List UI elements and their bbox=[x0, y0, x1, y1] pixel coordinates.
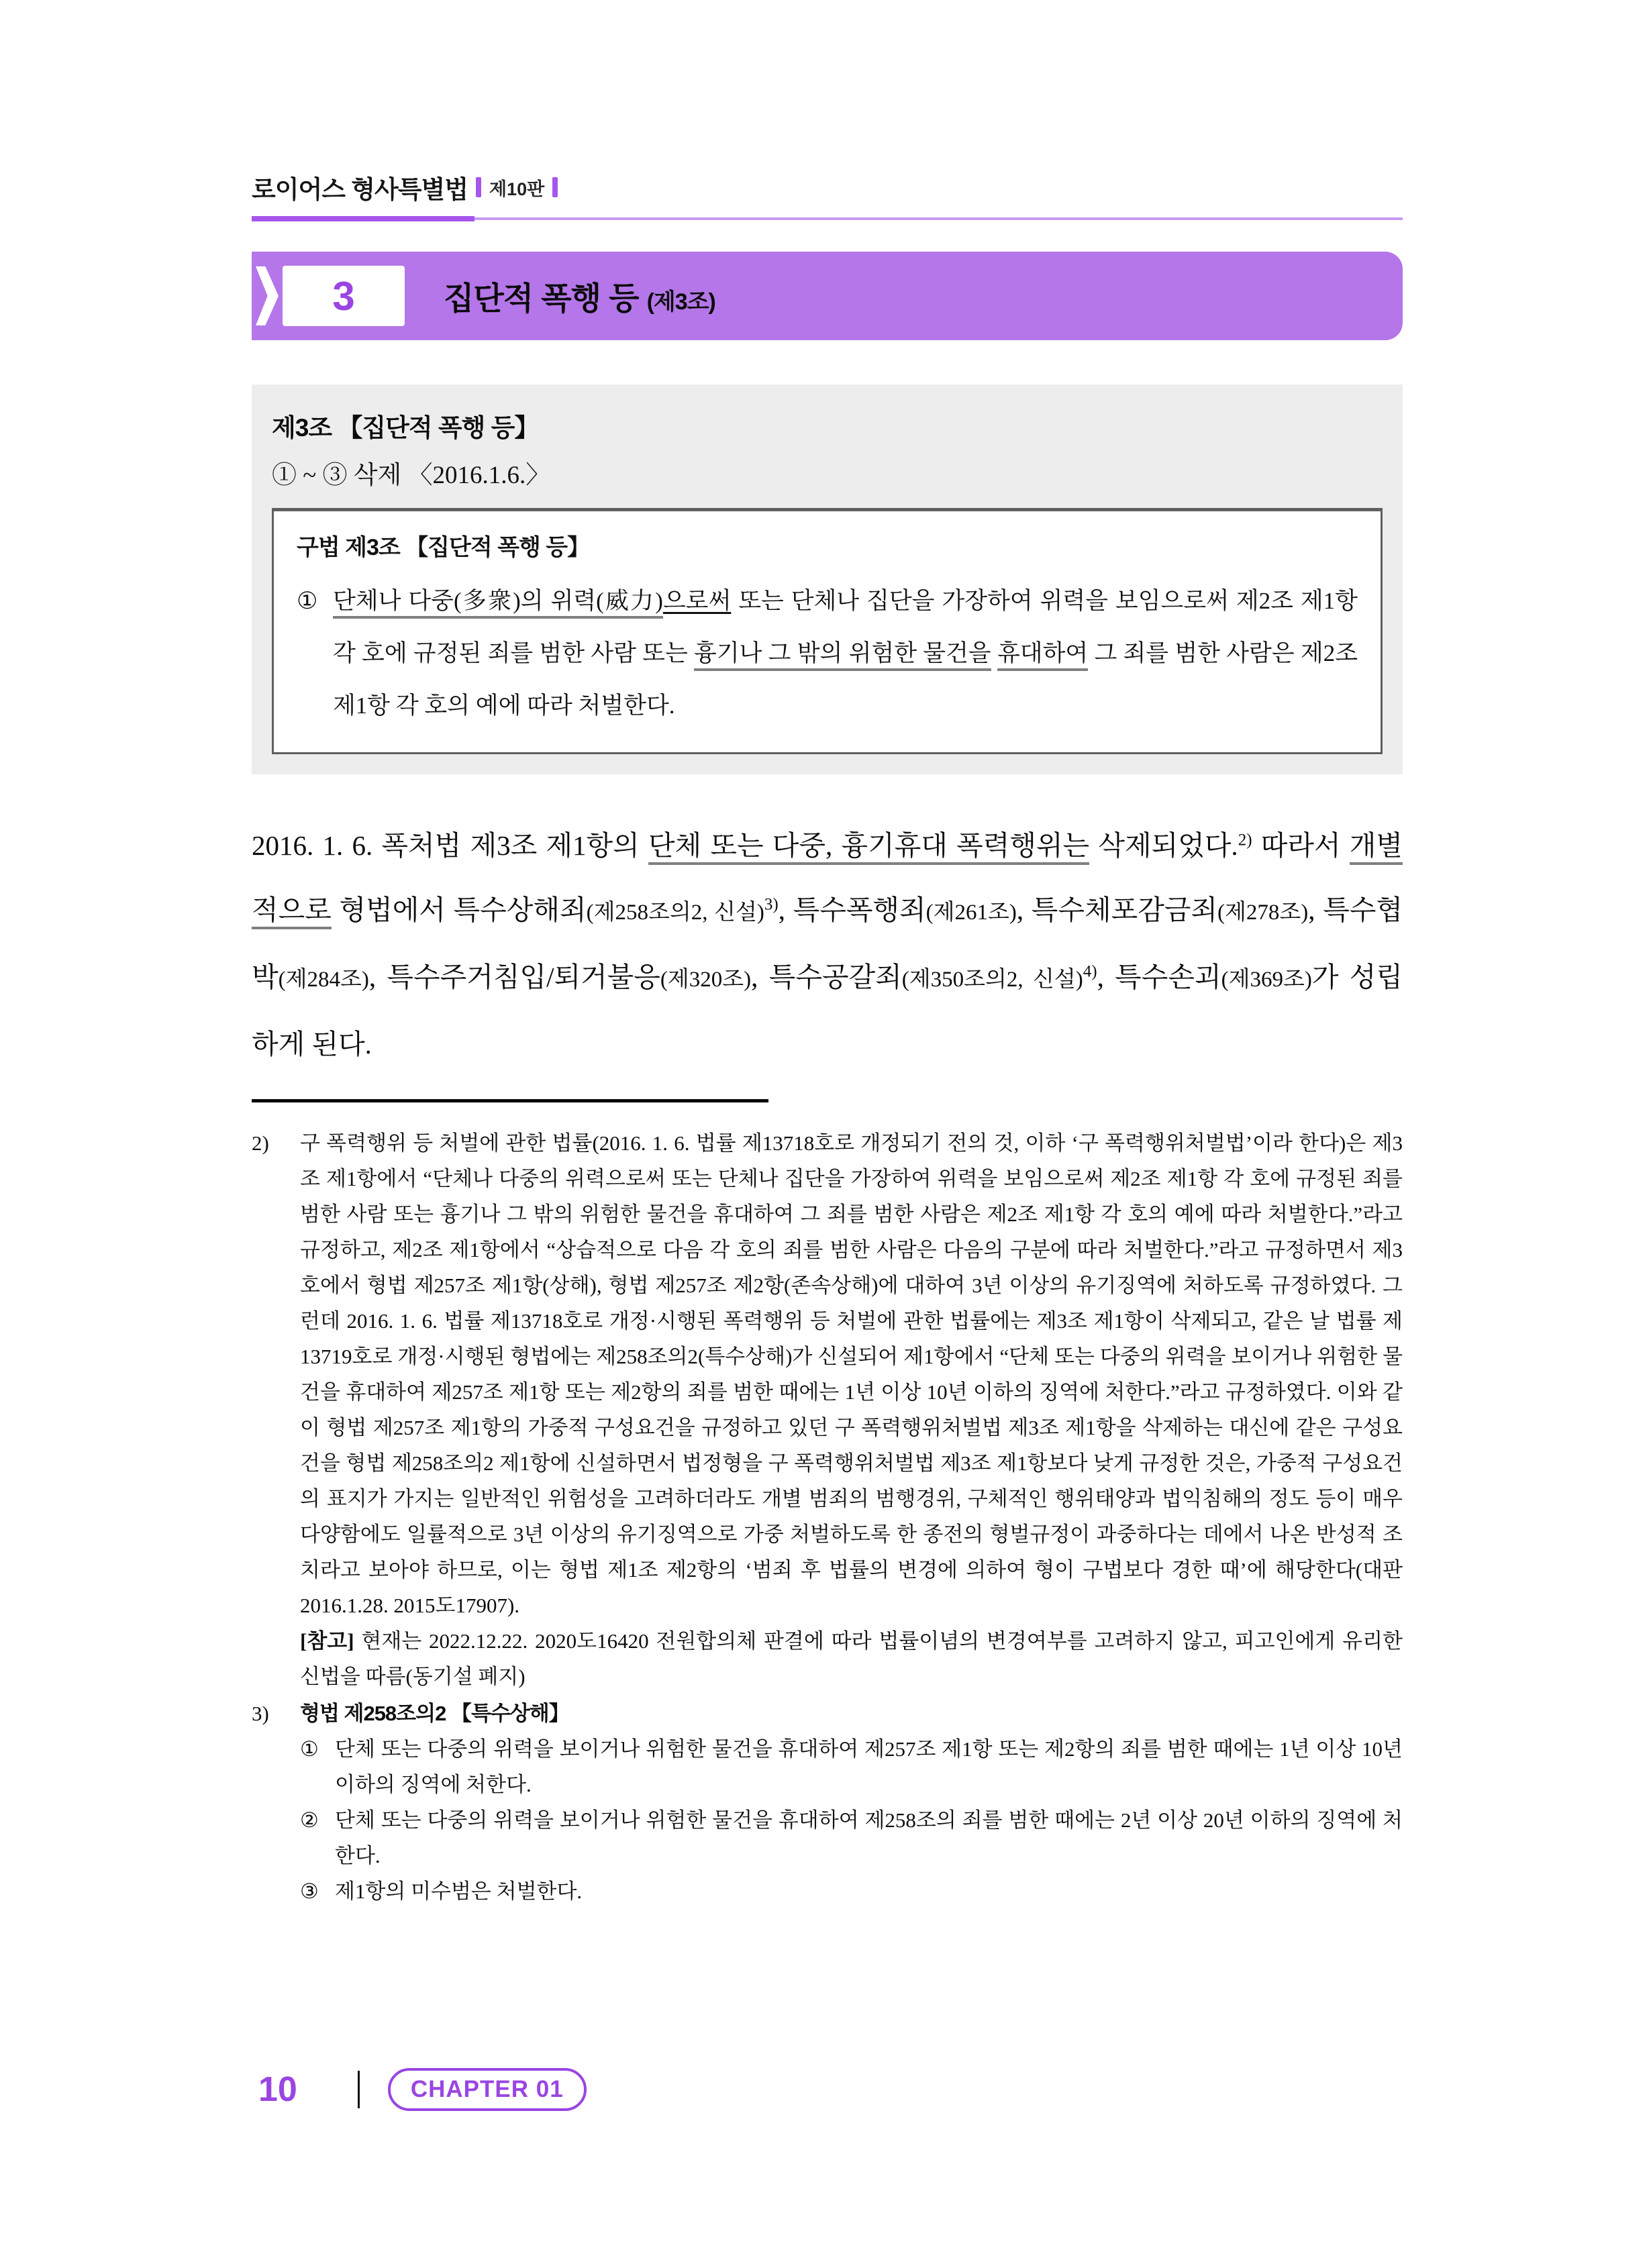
running-head bbox=[252, 169, 1403, 205]
page-number: 10 bbox=[258, 2070, 297, 2109]
section-number: 3 bbox=[332, 273, 355, 319]
footnote-text: 구 폭력행위 등 처벌에 관한 법률(2016. 1. 6. 법률 제13718호로 개정되기 전의 것, 이하 ‘구 폭력행위처벌법’이라 한다)은 제3조 제1항에서 “단체나 다중의 위력으로써 또는 단체나 집단을 가장하여 위력을 보임으로써 제2조 제1항 각 호에 규정된 죄를 범한 사람 또는 흉기나 그 밖의 위험한 물건을 휴대하여 그 죄를 범한 사람은 제2조 제1항 각 호의 예에 따라 처벌한다.”라고 규정하고, 제2조 제1항에서 “상습적으로 다음 각 호의 죄를 범한 사람은 다음의 구분에 따라 처벌한다.”라고 규정하면서 제3호에서 형법 제257조 제1항(상해), 형법 제257조 제2항(존속상해)에 대하여 3년 이상의 유기징역에 처하도록 규정하였다. 그런데 2016. 1. 6. 법률 제13718호로 개정·시행된 폭력행위 등 처벌에 관한 법률에는 제3조 제1항이 삭제되고, 같은 날 법률 제13719호로 개정·시행된 형법에는 제258조의2(특수상해)가 신설되어 제1항에서 “단체 또는 다중의 위력을 보이거나 위험한 물건을 휴대하여 제257조 제1항 또는 제2항의 죄를 범한 때에는 1년 이상 10년 이하의 징역에 처한다.”라고 규정하였다. 이와 같이 형법 제257조 제1항의 가중적 구성요건을 규정하고 있던 구 폭력행위처벌법 제3조 제1항을 삭제하는 대신에 같은 구성요건을 형법 제258조의2 제1항에 신설하면서 법정형을 구 폭력행위처벌법 제3조 제1항보다 낮게 규정한 것은, 가중적 구성요건의 표지가 가지는 일반적인 위험성을 고려하더라도 개별 범죄의 범행경위, 구체적인 행위태양과 법익침해의 정도 등이 매우 다양함에도 일률적으로 3년 이상의 유기징역으로 가중 처벌하도록 한 종전의 형벌규정이 과중하다는 데에서 나온 반성적 조치라고 보아야 하므로, 이는 형법 제1조 제2항의 ‘범죄 후 법률의 변경에 의하여 형이 구법보다 경한 때’에 해당한다(대판 2016.1.28. 2015도17907). bbox=[300, 1131, 1403, 1617]
section-title-text: 집단적 폭행 등 bbox=[444, 280, 639, 316]
section-number-box bbox=[283, 266, 405, 326]
article-ref: (제278조) bbox=[1217, 900, 1309, 925]
provision-marker: ① bbox=[297, 588, 318, 614]
body-text: 가 성립하게 된다. bbox=[252, 962, 1403, 1060]
article-ref: (제258조의2, 신설) bbox=[586, 900, 764, 925]
reference-note bbox=[300, 1623, 1403, 1694]
footnote-ref-4: 4) bbox=[1083, 962, 1097, 981]
article-ref: (제350조의2, 신설) bbox=[901, 968, 1083, 992]
body-paragraph bbox=[252, 813, 1403, 1076]
edition-label: 제10판 bbox=[489, 178, 545, 199]
provision-underlined-1: 단체나 다중(多衆)의 위력(威力) bbox=[333, 588, 663, 619]
body-underlined-2: 개별적으로 bbox=[252, 830, 1403, 929]
body-text: 삭제되었다. bbox=[1089, 830, 1238, 861]
provision-text bbox=[991, 640, 997, 666]
old-law-provision bbox=[297, 575, 1358, 732]
section-title-sub: (제3조) bbox=[646, 289, 715, 315]
old-law-box bbox=[272, 508, 1383, 754]
body-text: , 특수체포감금죄 bbox=[1016, 894, 1218, 925]
statute-box bbox=[252, 384, 1403, 774]
footnotes bbox=[252, 1125, 1403, 1909]
statute-item-3 bbox=[300, 1873, 1403, 1909]
item-text: 단체 또는 다중의 위력을 보이거나 위험한 물건을 휴대하여 제258조의 죄를 범한 때에는 2년 이상 20년 이하의 징역에 처한다. bbox=[335, 1808, 1403, 1867]
footer-divider-bar bbox=[358, 2071, 360, 2108]
chapter-badge-label: CHAPTER 01 bbox=[410, 2076, 564, 2102]
header-rule bbox=[252, 216, 1403, 221]
chapter-badge bbox=[388, 2068, 587, 2111]
article-ref: (제284조) bbox=[278, 968, 369, 992]
item-marker: ③ bbox=[300, 1879, 319, 1903]
item-marker: ② bbox=[300, 1808, 319, 1832]
article-ref: (제320조) bbox=[660, 968, 752, 992]
header-rule-thick bbox=[252, 216, 474, 221]
body-text: , 특수공갈죄 bbox=[751, 962, 902, 992]
footnote-statute-heading: 형법 제258조의2 【특수상해】 bbox=[300, 1702, 569, 1725]
statute-deleted-line: ① ~ ③ 삭제 〈2016.1.6.〉 bbox=[272, 462, 551, 489]
book-title: 로이어스 형사특별법 bbox=[252, 176, 468, 203]
body-text: 2016. 1. 6. 폭처법 제3조 제1항의 bbox=[252, 830, 648, 861]
provision-text: 또는 단체나 집단을 가장하여 위력을 보임으로써 제2조 제1항 각 호에 규정된 죄를 범한 사람 또는 bbox=[333, 588, 1358, 666]
header-rule-thin bbox=[474, 217, 1403, 220]
provision-underlined-2: 으로써 bbox=[662, 588, 732, 614]
item-text: 제1항의 미수범은 처벌한다. bbox=[335, 1879, 583, 1903]
footnote-ref-3: 3) bbox=[764, 895, 779, 914]
body-text: , 특수폭행죄 bbox=[778, 894, 926, 925]
page-footer bbox=[258, 2068, 587, 2111]
page-content bbox=[252, 0, 1403, 1909]
article-ref: (제369조) bbox=[1221, 968, 1312, 992]
section-title bbox=[444, 274, 715, 319]
footnote-marker: 2) bbox=[252, 1131, 269, 1155]
provision-text: 그 죄를 범한 사람은 제2조 제1항 각 호의 예에 따라 처벌한다. bbox=[333, 640, 1358, 719]
footnote-body bbox=[300, 1696, 1403, 1909]
section-banner bbox=[252, 252, 1403, 340]
chevron-right-icon bbox=[256, 266, 279, 325]
body-text: 형법에서 특수상해죄 bbox=[331, 894, 587, 925]
provision-underlined-4: 휴대하여 bbox=[997, 640, 1088, 671]
footnote-2 bbox=[252, 1125, 1403, 1694]
footnote-rule bbox=[252, 1099, 768, 1102]
item-text: 단체 또는 다중의 위력을 보이거나 위험한 물건을 휴대하여 제257조 제1항 또는 제2항의 죄를 범한 때에는 1년 이상 10년 이하의 징역에 처한다. bbox=[335, 1737, 1403, 1796]
footnote-marker: 3) bbox=[252, 1702, 269, 1725]
body-underlined-1: 단체 또는 다중, 흉기휴대 폭력행위는 bbox=[648, 830, 1089, 865]
old-law-heading: 구법 제3조 【집단적 폭행 등】 bbox=[297, 535, 590, 560]
footnote-3 bbox=[252, 1696, 1403, 1909]
reference-note-label: [참고] bbox=[300, 1629, 354, 1653]
edition-bar-right-icon bbox=[552, 177, 558, 197]
statute-item-2 bbox=[300, 1802, 1403, 1873]
body-text: , 특수협박 bbox=[252, 894, 1403, 992]
item-marker: ① bbox=[300, 1737, 319, 1761]
body-text: , 특수주거침입/퇴거불응 bbox=[368, 962, 660, 992]
body-text: , 특수손괴 bbox=[1097, 962, 1221, 992]
provision-underlined-3: 흉기나 그 밖의 위험한 물건을 bbox=[694, 640, 991, 671]
statute-item-1 bbox=[300, 1731, 1403, 1802]
footnote-ref-2: 2) bbox=[1238, 831, 1252, 849]
footnote-body bbox=[300, 1125, 1403, 1694]
reference-note-text: 현재는 2022.12.22. 2020도16420 전원합의체 판결에 따라 법률이념의 변경여부를 고려하지 않고, 피고인에게 유리한 신법을 따름(동기설 폐지) bbox=[300, 1629, 1403, 1688]
body-text: 따라서 bbox=[1252, 830, 1350, 861]
article-ref: (제261조) bbox=[925, 900, 1017, 925]
statute-heading: 제3조 【집단적 폭행 등】 bbox=[272, 414, 539, 442]
edition-bar-left-icon bbox=[476, 177, 481, 197]
